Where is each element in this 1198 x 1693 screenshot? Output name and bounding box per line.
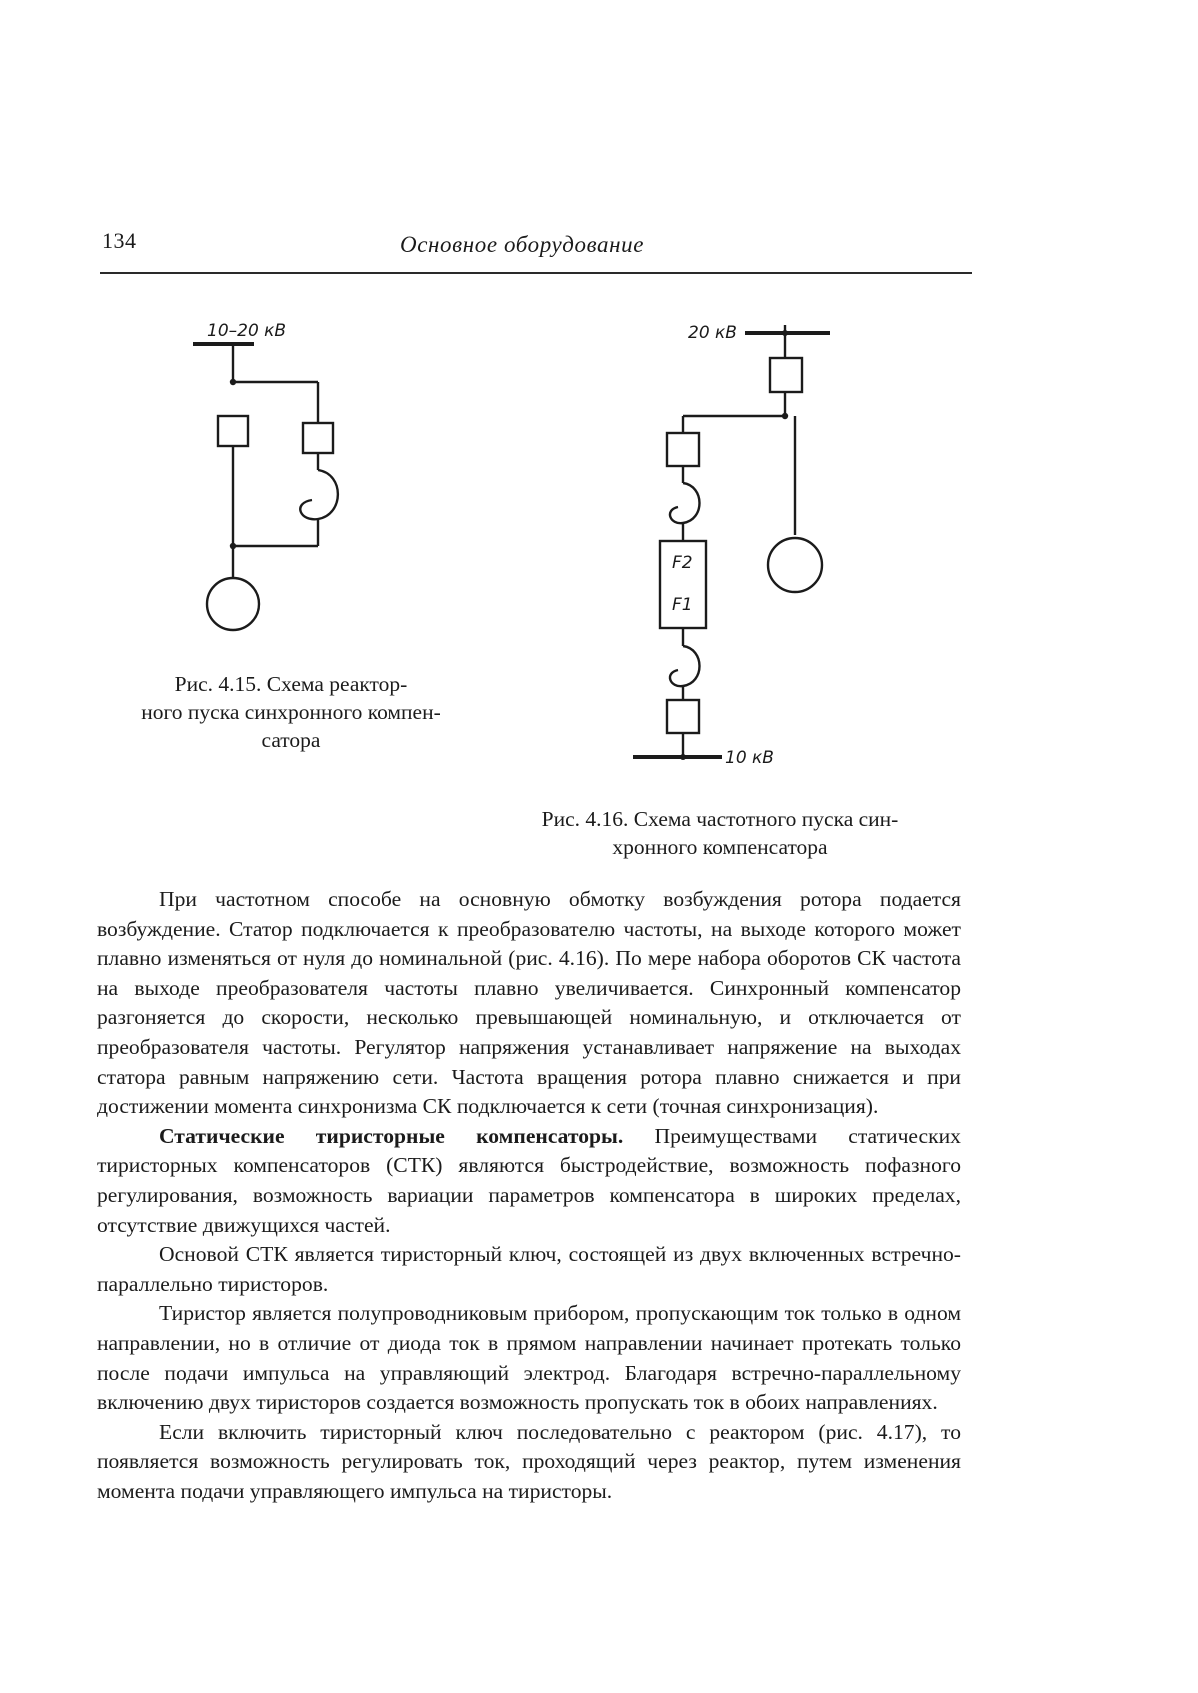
breaker-top <box>770 358 802 392</box>
caption-line: Рис. 4.15. Схема реактор- <box>174 672 408 696</box>
breaker-left <box>218 416 248 446</box>
paragraph <box>97 1122 961 1240</box>
figure-4-16-caption <box>490 805 950 861</box>
page-number: 134 <box>102 228 137 253</box>
figure-4-15-diagram <box>180 310 350 640</box>
synchronous-compensator <box>768 538 822 592</box>
breaker-upper-left <box>667 433 699 466</box>
body-text <box>97 885 961 1506</box>
paragraph: При частотном способе на основную обмотку возбуждения ротора подается возбуждение. Статор подключается к преобразователю частоты, на выходе которого может плавно изменяться от нуля до номинальной (рис. 4.16). По мере набора оборотов СК частота на выходе преобразователя частоты плавно увеличивается. Синхронный компенсатор разгоняется до скорости, несколько превышающей номинальную, и отключается от преобразователя частоты. Регулятор напряжения устанавливает напряжение на выходах статора равным напряжению сети. Частота вращения ротора плавно снижается и при достижении момента синхронизма СК подключается к сети (точная синхронизация). <box>97 887 961 1119</box>
voltage-label: 10–20 кВ <box>207 321 287 341</box>
page-header <box>100 226 972 274</box>
figure-4-16-diagram <box>600 300 850 770</box>
paragraph-text: Преимуществами статических тиристорных компенсаторов (СТК) являются быстродействие, возможность пофазного регулирования, возможность вариации параметров компенсатора в широких пределах, отсутствие движущихся частей. <box>97 1123 961 1237</box>
figure-4-15-caption <box>96 670 486 754</box>
reactor-coil <box>300 470 338 519</box>
caption-line: сатора <box>261 728 321 752</box>
converter-label-f1: F1 <box>672 595 693 615</box>
paragraph: Если включить тиристорный ключ последовательно с реактором (рис. 4.17), то появляется возможность регулировать ток, проходящий через реактор, путем изменения момента подачи управляющего импульса на тиристоры. <box>97 1419 961 1503</box>
reactor-coil-lower <box>670 646 700 686</box>
voltage-label-top: 20 кВ <box>688 323 737 343</box>
paragraph: Основой СТК является тиристорный ключ, состоящей из двух включенных встречно-параллельно тиристоров. <box>97 1242 961 1296</box>
running-title: Основное оборудование <box>400 232 645 257</box>
breaker-lower-left <box>667 700 699 733</box>
breaker-right <box>303 423 333 453</box>
voltage-label-bottom: 10 кВ <box>725 748 774 768</box>
caption-line: хронного компенсатора <box>612 835 828 859</box>
synchronous-compensator <box>207 578 259 630</box>
caption-line: ного пуска синхронного компен- <box>141 700 441 724</box>
section-heading: Статические тиристорные компенсаторы. <box>159 1123 624 1148</box>
paragraph: Тиристор является полупроводниковым прибором, пропускающим ток только в одном направлении, но в отличие от диода ток в прямом направлении начинает протекать только после подачи импульса на управляющий электрод. Благодаря встречно-параллельному включению двух тиристоров создается возможность пропускать ток в обоих направлениях. <box>97 1301 961 1415</box>
converter-label-f2: F2 <box>672 553 693 573</box>
reactor-coil-upper <box>670 483 700 523</box>
caption-line: Рис. 4.16. Схема частотного пуска син- <box>541 807 899 831</box>
